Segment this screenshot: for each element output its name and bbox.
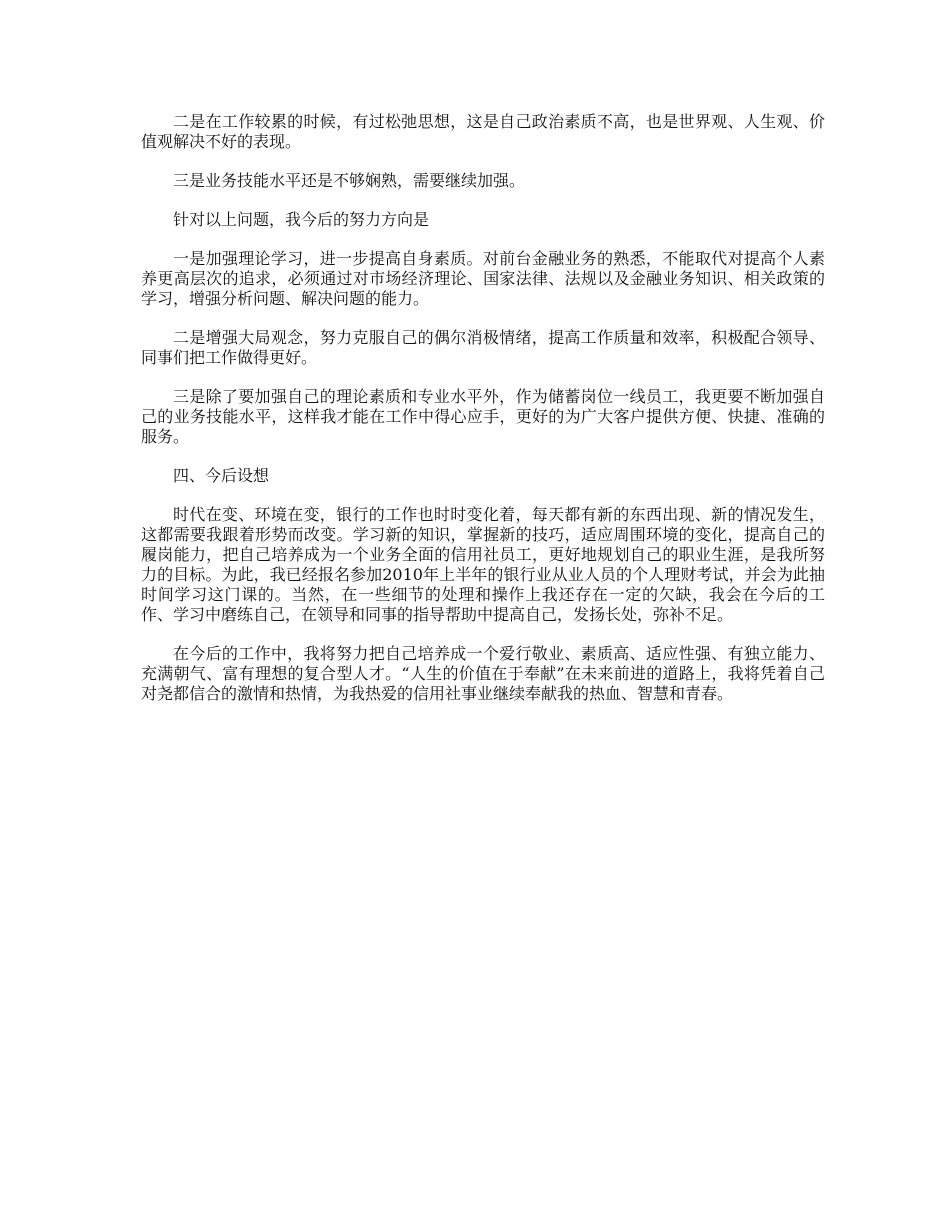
document-body (141, 112, 825, 723)
section-heading: 四、今后设想 (173, 466, 270, 485)
paragraph-3: 针对以上问题，我今后的努力方向是 (173, 210, 430, 229)
paragraph-7: 时代在变、环境在变，银行的工作也时时变化着，每天都有新的东西出现、新的情况发生，这都需要我跟着形势而改变。学习新的知识，掌握新的技巧，适应周围环境的变化，提高自己的履岗能力，把自己培养成为一个业务全面的信用社员工，更好地规划自己的职业生涯，是我所努力的目标。为此，我已经报名参加2010年上半年的银行业从业人员的个人理财考试，并会为此抽时间学习这门课的。当然，在一些细节的处理和操作上我还存在一定的欠缺，我会在今后的工作、学习中磨练自己，在领导和同事的指导帮助中提高自己，发扬长处，弥补不足。 (141, 505, 825, 624)
paragraph-8: 在今后的工作中，我将努力把自己培养成一个爱行敬业、素质高、适应性强、有独立能力、充满朝气、富有理想的复合型人才。“人生的价值在于奉献”在未来前进的道路上，我将凭着自己对尧都信合的激情和热情，为我热爱的信用社事业继续奉献我的热血、智慧和青春。 (141, 644, 825, 703)
paragraph-4: 一是加强理论学习，进一步提高自身素质。对前台金融业务的熟悉，不能取代对提高个人素养更高层次的追求，必须通过对市场经济理论、国家法律、法规以及金融业务知识、相关政策的学习，增强分析问题、解决问题的能力。 (141, 249, 825, 308)
paragraph-2: 三是业务技能水平还是不够娴熟，需要继续加强。 (173, 171, 526, 190)
paragraph-5: 二是增强大局观念，努力克服自己的偶尔消极情绪，提高工作质量和效率，积极配合领导、同事们把工作做得更好。 (141, 328, 825, 367)
paragraph-6: 三是除了要加强自己的理论素质和专业水平外，作为储蓄岗位一线员工，我更要不断加强自己的业务技能水平，这样我才能在工作中得心应手，更好的为广大客户提供方便、快捷、准确的服务。 (141, 387, 825, 446)
paragraph-1: 二是在工作较累的时候，有过松弛思想，这是自己政治素质不高，也是世界观、人生观、价值观解决不好的表现。 (141, 112, 825, 151)
